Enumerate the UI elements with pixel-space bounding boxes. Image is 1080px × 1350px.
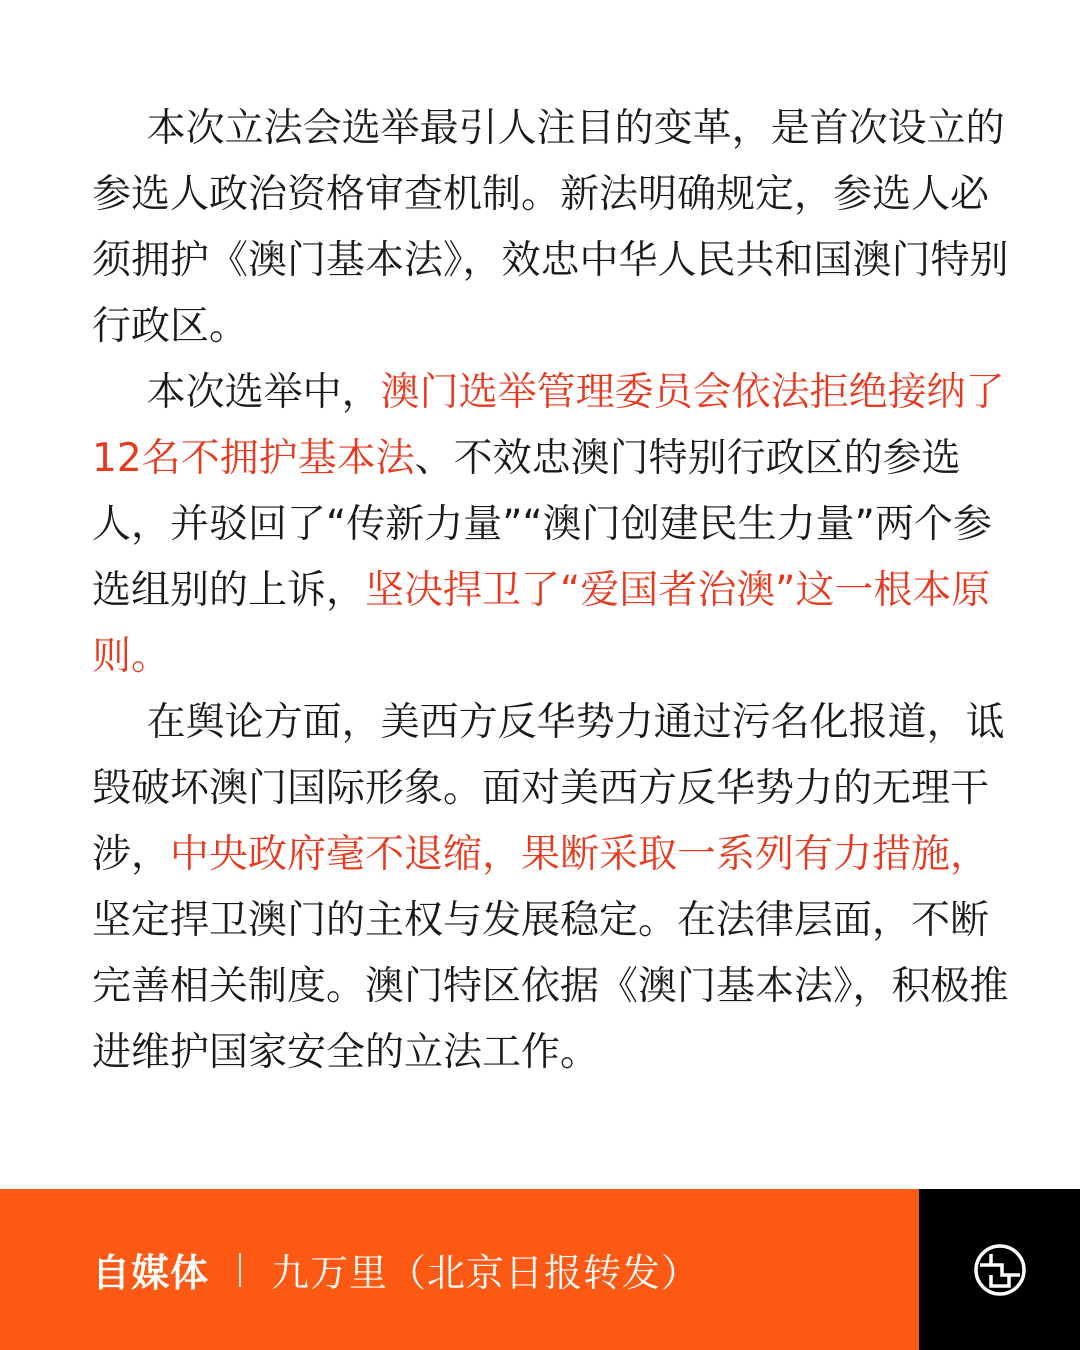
body-text: 在舆论方面，美西方反华势力通过污名化报道，诋毁破坏澳门国际形象。面对美西方反华势力的无理干涉， <box>92 700 1005 877</box>
footer-logo-panel <box>919 1189 1080 1350</box>
circle-logo-icon <box>972 1242 1028 1298</box>
highlighted-text: 澳门选举管理委员会依法拒绝接纳了12名不拥护基本法 <box>92 370 1005 481</box>
paragraph-2 <box>92 360 1022 690</box>
footer-bar <box>0 1189 1080 1350</box>
footer-source: 九万里（北京日报转发） <box>271 1251 701 1295</box>
article-body <box>92 96 1022 1086</box>
paragraph-1 <box>92 96 1022 360</box>
body-text: 本次立法会选举最引人注目的变革，是首次设立的参选人政治资格审查机制。新法明确规定，参选人必须拥护《澳门基本法》，效忠中华人民共和国澳门特别行政区。 <box>92 106 1009 349</box>
paragraph-3 <box>92 690 1022 1086</box>
footer-divider <box>239 1253 241 1287</box>
body-text: 、不效忠澳门特别行政区的参选人，并驳回了“传新力量”“澳门创建民生力量”两个参选组别的上诉， <box>92 436 992 613</box>
body-text: 坚定捍卫澳门的主权与发展稳定。在法律层面，不断完善相关制度。澳门特区依据《澳门基本法》，积极推进维护国家安全的立法工作。 <box>92 898 1009 1075</box>
footer-brand: 自媒体 <box>92 1251 210 1295</box>
highlighted-text: 坚决捍卫了“爱国者治澳”这一根本原则。 <box>92 568 991 679</box>
footer-source-panel <box>0 1189 919 1350</box>
body-text: 本次选举中， <box>146 370 381 415</box>
highlighted-text: 中央政府毫不退缩，果断采取一系列有力措施， <box>170 832 990 877</box>
